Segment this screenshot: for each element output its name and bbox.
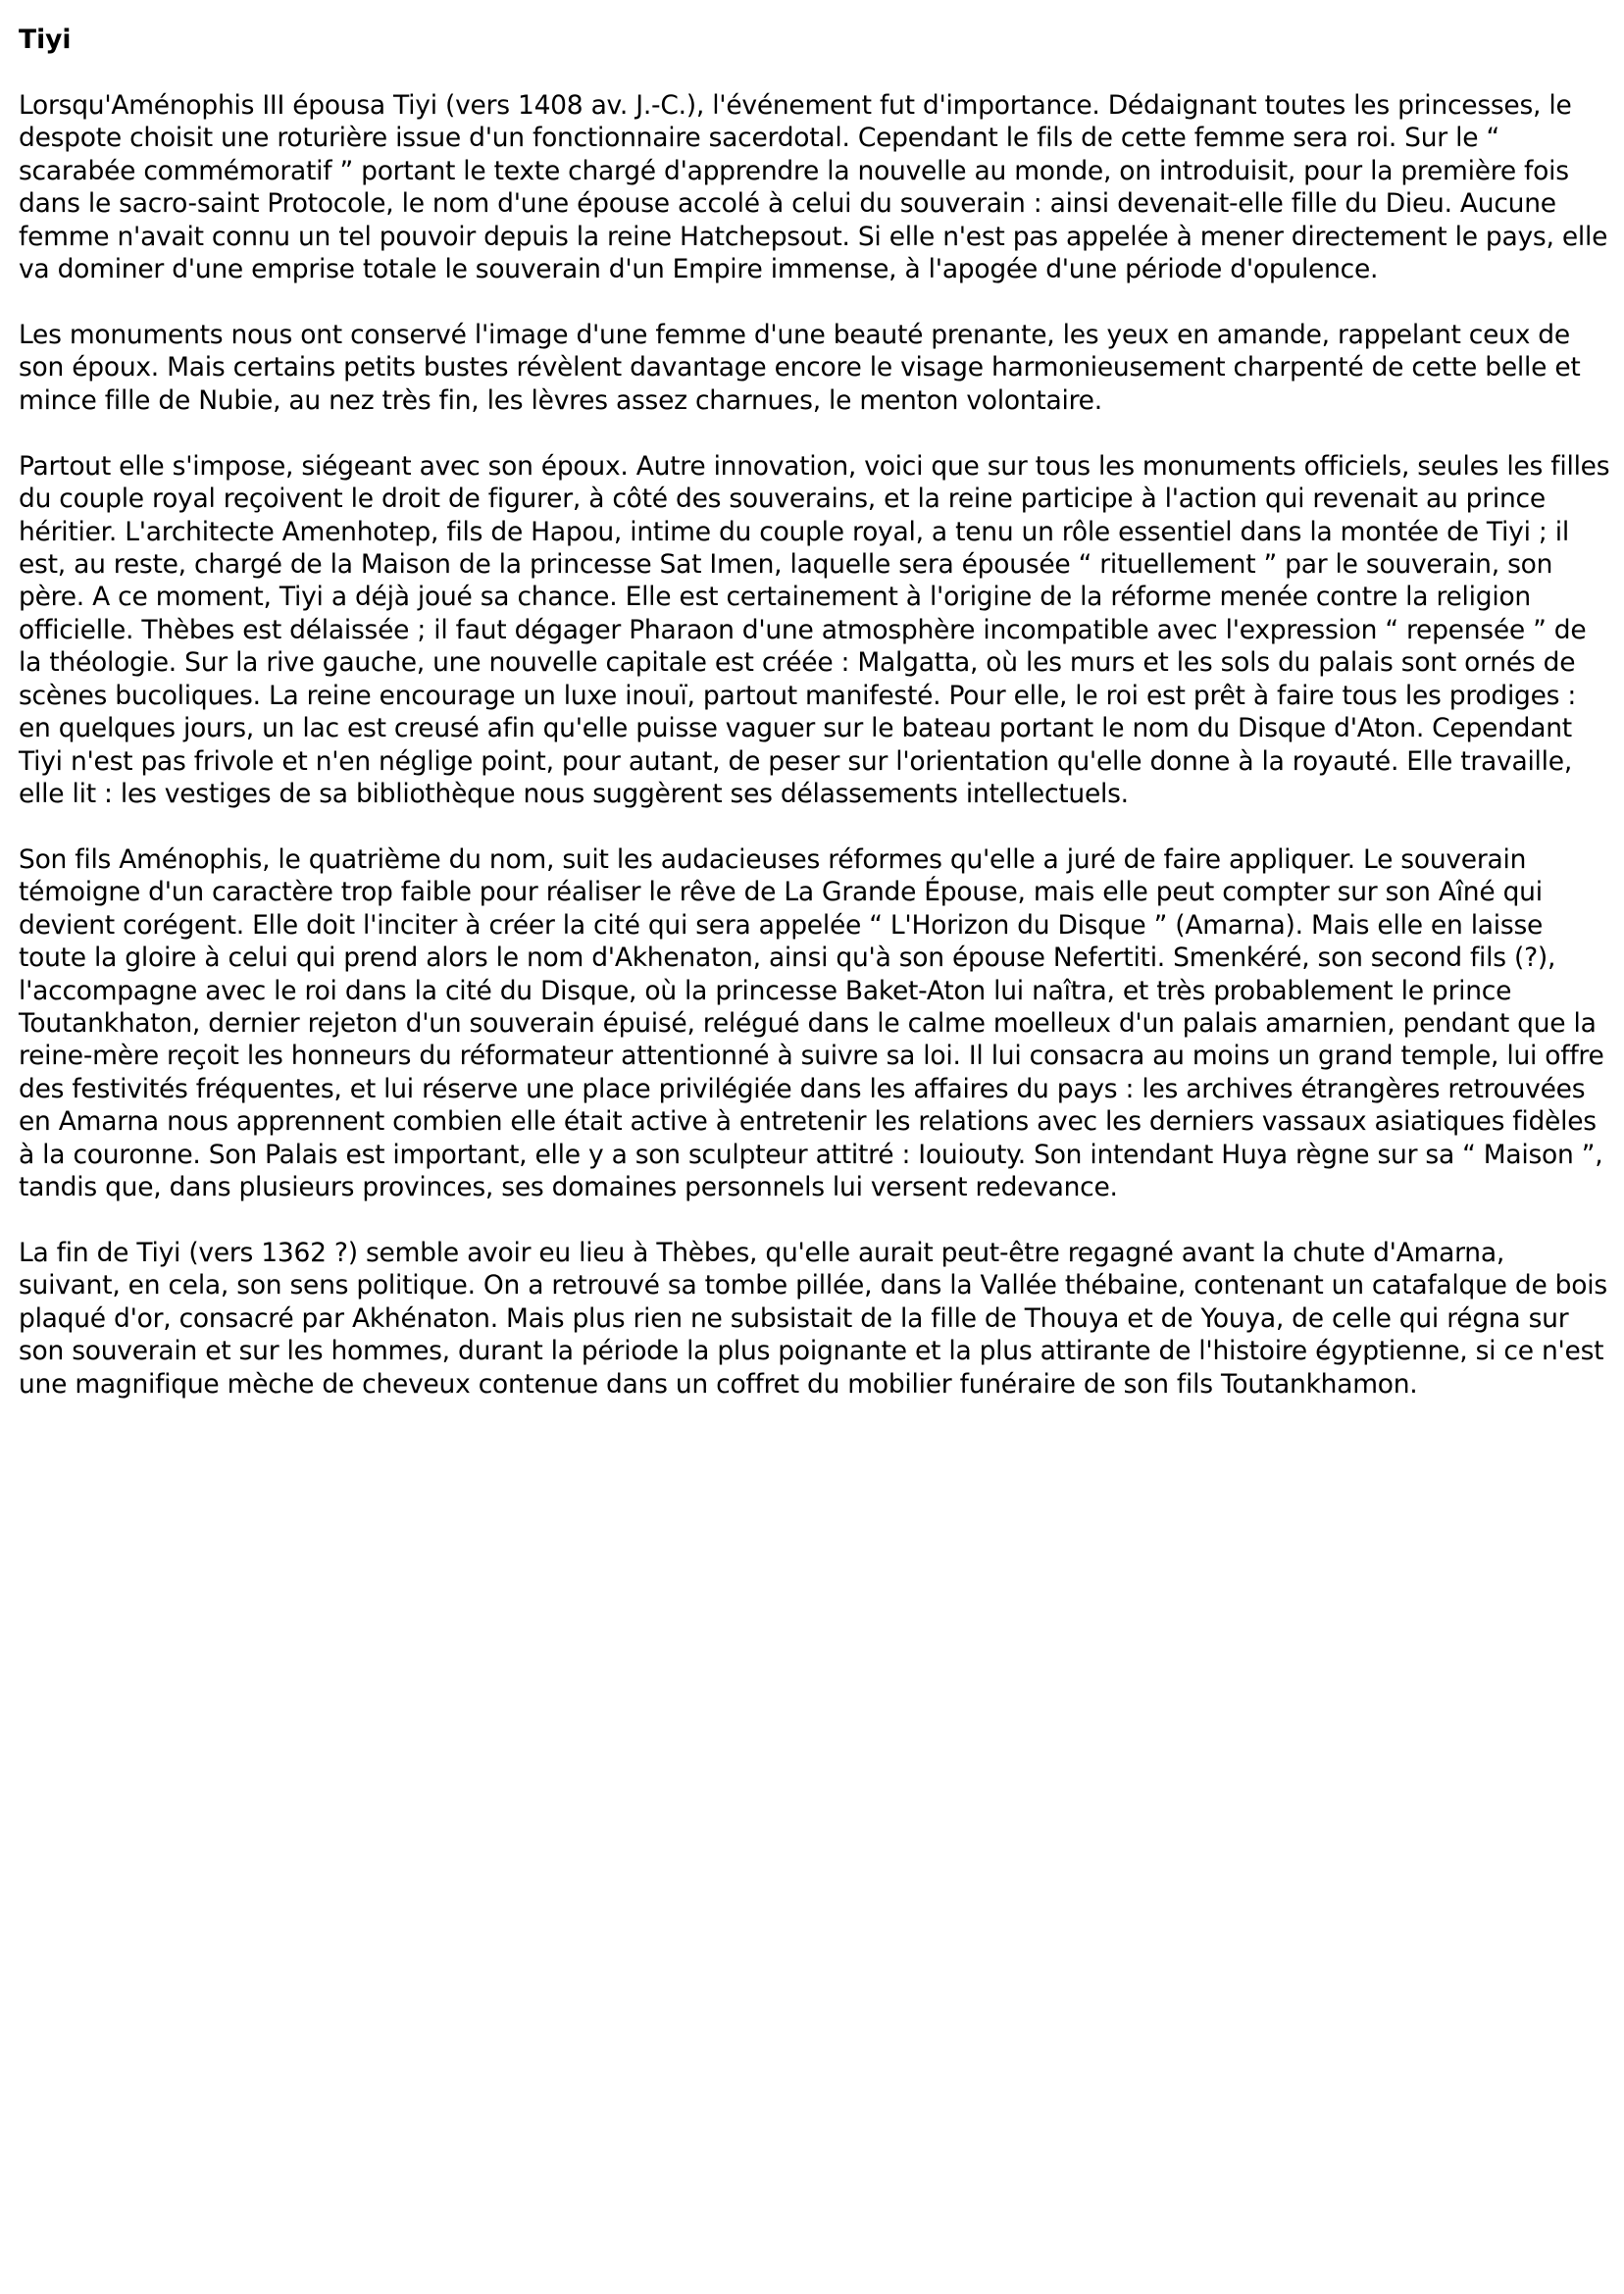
paragraph-1: Lorsqu'Aménophis III épousa Tiyi (vers 1408 av. J.-C.), l'événement fut d'importance. Dédaignant toutes les princesses, le despote choisit une roturière issue d'un fonctionnaire sacerdotal. Cependant le fils de cette femme sera roi. Sur le “ scarabée commémoratif ” portant le texte chargé d'apprendre la nouvelle au monde, on introduisit, pour la première fois dans le sacro-saint Protocole, le nom d'une épouse accolé à celui du souverain : ainsi devenait-elle fille du Dieu. Aucune femme n'avait connu un tel pouvoir depuis la reine Hatchepsout. Si elle n'est pas appelée à mener directement le pays, elle va dominer d'une emprise totale le souverain d'un Empire immense, à l'apogée d'une période d'opulence. — [19, 90, 1608, 285]
document-page — [19, 24, 1612, 1434]
document-title: Tiyi — [19, 25, 72, 55]
paragraph-5: La fin de Tiyi (vers 1362 ?) semble avoir eu lieu à Thèbes, qu'elle aurait peut-être regagné avant la chute d'Amarna, suivant, en cela, son sens politique. On a retrouvé sa tombe pillée, dans la Vallée thébaine, contenant un catafalque de bois plaqué d'or, consacré par Akhénaton. Mais plus rien ne subsistait de la fille de Thouya et de Youya, de celle qui régna sur son souverain et sur les hommes, durant la période la plus poignante et la plus attirante de l'histoire égyptienne, si ce n'est une magnifique mèche de cheveux contenue dans un coffret du mobilier funéraire de son fils Toutankhamon. — [19, 1237, 1607, 1400]
paragraph-3: Partout elle s'impose, siégeant avec son époux. Autre innovation, voici que sur tous les monuments officiels, seules les filles du couple royal reçoivent le droit de figurer, à côté des souverains, et la reine participe à l'action qui revenait au prince héritier. L'architecte Amenhotep, fils de Hapou, intime du couple royal, a tenu un rôle essentiel dans la montée de Tiyi ; il est, au reste, chargé de la Maison de la princesse Sat Imen, laquelle sera épousée “ rituellement ” par le souverain, son père. A ce moment, Tiyi a déjà joué sa chance. Elle est certainement à l'origine de la réforme menée contre la religion officielle. Thèbes est délaissée ; il faut dégager Pharaon d'une atmosphère incompatible avec l'expression “ repensée ” de la théologie. Sur la rive gauche, une nouvelle capitale est créée : Malgatta, où les murs et les sols du palais sont ornés de scènes bucoliques. La reine encourage un luxe inouï, partout manifesté. Pour elle, le roi est prêt à faire tous les prodiges : en quelques jours, un lac est creusé afin qu'elle puisse vaguer sur le bateau portant le nom du Disque d'Aton. Cependant Tiyi n'est pas frivole et n'en néglige point, pour autant, de peser sur l'orientation qu'elle donne à la royauté. Elle travaille, elle lit : les vestiges de sa bibliothèque nous suggèrent ses délassements intellectuels. — [19, 450, 1610, 809]
paragraph-2: Les monuments nous ont conservé l'image d'une femme d'une beauté prenante, les yeux en amande, rappelant ceux de son époux. Mais certains petits bustes révèlent davantage encore le visage harmonieusement charpenté de cette belle et mince fille de Nubie, au nez très fin, les lèvres assez charnues, le menton volontaire. — [19, 320, 1581, 416]
paragraph-4: Son fils Aménophis, le quatrième du nom, suit les audacieuses réformes qu'elle a juré de faire appliquer. Le souverain témoigne d'un caractère trop faible pour réaliser le rêve de La Grande Épouse, mais elle peut compter sur son Aîné qui devient corégent. Elle doit l'inciter à créer la cité qui sera appelée “ L'Horizon du Disque ” (Amarna). Mais elle en laisse toute la gloire à celui qui prend alors le nom d'Akhenaton, ainsi qu'à son épouse Nefertiti. Smenkéré, son second fils (?), l'accompagne avec le roi dans la cité du Disque, où la princesse Baket-Aton lui naîtra, et très probablement le prince Toutankhaton, dernier rejeton d'un souverain épuisé, relégué dans le calme moelleux d'un palais amarnien, pendant que la reine-mère reçoit les honneurs du réformateur attentionné à suivre sa loi. Il lui consacra au moins un grand temple, lui offre des festivités fréquentes, et lui réserve une place privilégiée dans les affaires du pays : les archives étrangères retrouvées en Amarna nous apprennent combien elle était active à entretenir les relations avec les derniers vassaux asiatiques fidèles à la couronne. Son Palais est important, elle y a son sculpteur attitré : Iouiouty. Son intendant Huya règne sur sa “ Maison ”, tandis que, dans plusieurs provinces, ses domaines personnels lui versent redevance. — [19, 843, 1604, 1202]
